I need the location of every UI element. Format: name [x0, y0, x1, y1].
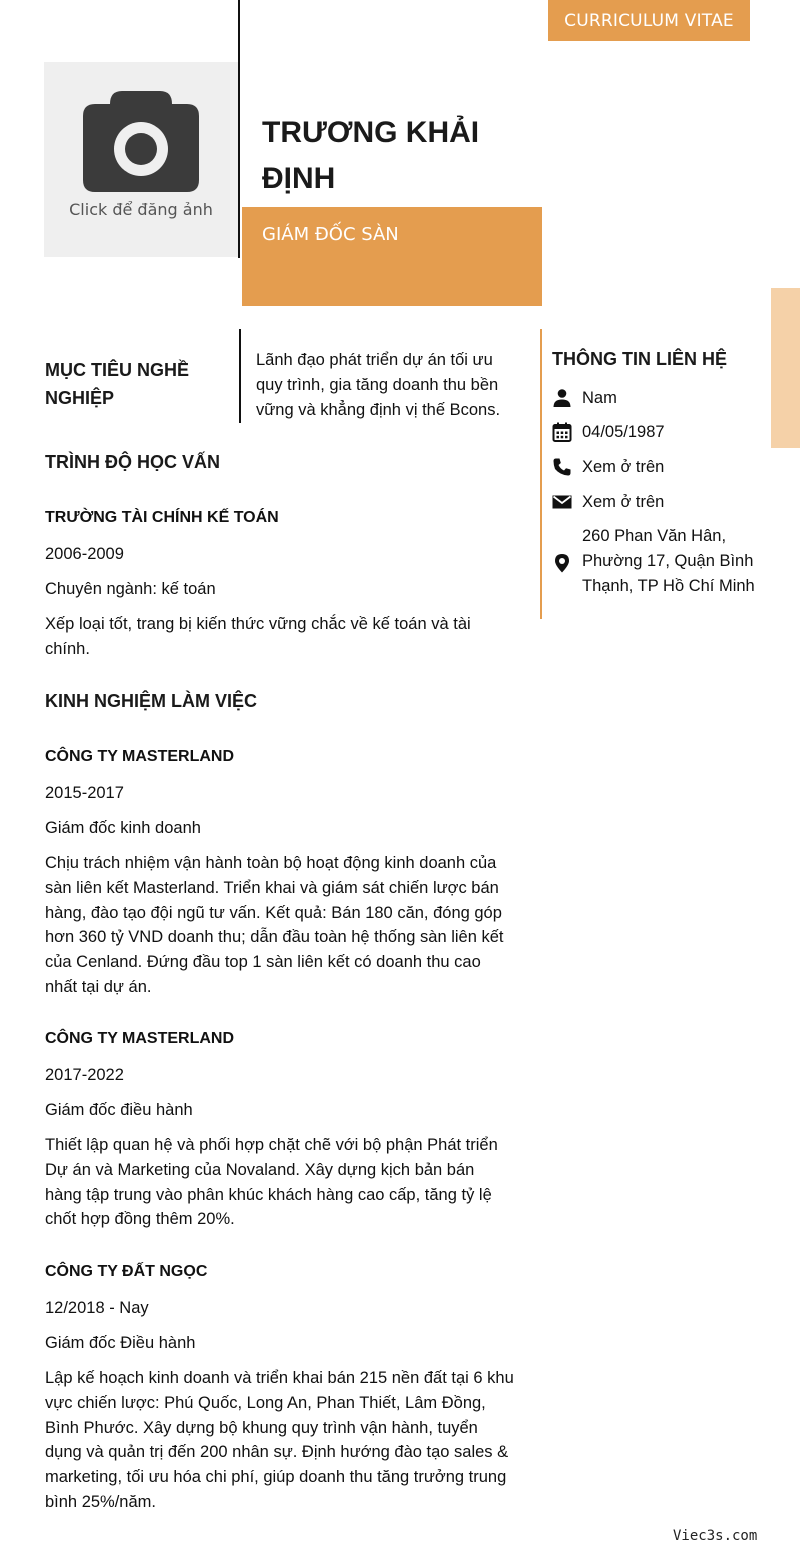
- contact-heading: THÔNG TIN LIÊN HỆ: [552, 349, 727, 369]
- objective-heading-line1: MỤC TIÊU NGHỀ: [45, 360, 189, 380]
- cv-banner: CURRICULUM VITAE: [548, 0, 750, 41]
- education-heading: TRÌNH ĐỘ HỌC VẤN: [45, 452, 220, 472]
- job-position: Giám đốc kinh doanh: [45, 819, 201, 837]
- objective-divider: [239, 329, 241, 423]
- education-school: TRƯỜNG TÀI CHÍNH KẾ TOÁN: [45, 509, 279, 526]
- job-period: 2017-2022: [45, 1066, 124, 1084]
- contact-gender: [552, 386, 767, 411]
- photo-upload-caption[interactable]: Click để đăng ảnh: [69, 200, 213, 219]
- side-tab[interactable]: [771, 288, 800, 448]
- objective-heading: [45, 356, 225, 412]
- location-pin-icon: [552, 553, 572, 573]
- photo-upload-box[interactable]: [44, 62, 238, 257]
- camera-icon: [44, 62, 238, 212]
- header-divider: [238, 0, 240, 258]
- job-position: Giám đốc điều hành: [45, 1101, 193, 1119]
- job-title: GIÁM ĐỐC SÀN: [262, 224, 399, 245]
- education-description: Xếp loại tốt, trang bị kiến thức vững chắc về kế toán và tài chính.: [45, 615, 471, 658]
- contact-email: [552, 490, 767, 515]
- contact-birthday-value: 04/05/1987: [582, 423, 665, 441]
- phone-icon: [552, 457, 572, 477]
- job-description: Thiết lập quan hệ và phối hợp chặt chẽ với bộ phận Phát triển Dự án và Marketing của Novaland. Xây dựng kịch bản bán hàng tập trung vào phân khúc khách hàng cao cấp, tăng tỷ lệ chốt hợp đồng thêm 20%.: [45, 1136, 498, 1229]
- contact-phone-value: Xem ở trên: [582, 458, 665, 476]
- experience-heading: KINH NGHIỆM LÀM VIỆC: [45, 691, 258, 711]
- calendar-icon: [552, 422, 572, 442]
- job-title-box: [242, 207, 542, 306]
- objective-text: Lãnh đạo phát triển dự án tối ưu quy trình, gia tăng doanh thu bền vững và khẳng định vị thế Bcons.: [256, 351, 501, 419]
- job-position: Giám đốc Điều hành: [45, 1334, 196, 1352]
- contact-address-value: 260 Phan Văn Hân, Phường 17, Quận Bình Thạnh, TP Hồ Chí Minh: [582, 527, 755, 595]
- job-period: 12/2018 - Nay: [45, 1299, 149, 1317]
- education-period: 2006-2009: [45, 545, 124, 563]
- job-description: Chịu trách nhiệm vận hành toàn bộ hoạt động kinh doanh của sàn liên kết Masterland. Triển khai và giám sát chiến lược bán hàng, đào tạo đội ngũ tư vấn. Kết quả: Bán 180 căn, đóng góp hơn 360 tỷ VND doanh thu; dẫn đầu toàn hệ thống sàn liên kết của Cenland. Đứng đầu top 1 sàn liên kết có doanh thu cao nhất tại dự án.: [45, 854, 504, 996]
- person-icon: [552, 388, 572, 408]
- contact-email-value: Xem ở trên: [582, 493, 665, 511]
- education-major: Chuyên ngành: kế toán: [45, 580, 216, 598]
- job-company: CÔNG TY MASTERLAND: [45, 1030, 235, 1047]
- job-company: CÔNG TY MASTERLAND: [45, 748, 235, 765]
- candidate-name: [262, 110, 532, 202]
- contact-address: [552, 524, 767, 599]
- contact-divider: [540, 329, 542, 619]
- footer-watermark: Viec3s.com: [673, 1528, 758, 1544]
- job-period: 2015-2017: [45, 784, 124, 802]
- job-company: CÔNG TY ĐẤT NGỌC: [45, 1263, 208, 1280]
- contact-birthday: [552, 420, 767, 445]
- contact-gender-value: Nam: [582, 389, 617, 407]
- objective-heading-line2: NGHIỆP: [45, 388, 115, 408]
- job-description: Lập kế hoạch kinh doanh và triển khai bán 215 nền đất tại 6 khu vực chiến lược: Phú Quốc, Long An, Phan Thiết, Lâm Đồng, Bình Phước. Xây dựng bộ khung quy trình vận hành, tuyển dụng và quản trị đến 200 nhân sự. Định hướng đào tạo sales & marketing, tối ưu hóa chi phí, giúp doanh thu tăng trưởng trung bình 25%/năm.: [45, 1369, 514, 1511]
- email-icon: [552, 492, 572, 512]
- contact-phone: [552, 455, 767, 480]
- candidate-name-line1: TRƯƠNG KHẢI: [262, 116, 480, 149]
- candidate-name-line2: ĐỊNH: [262, 162, 336, 195]
